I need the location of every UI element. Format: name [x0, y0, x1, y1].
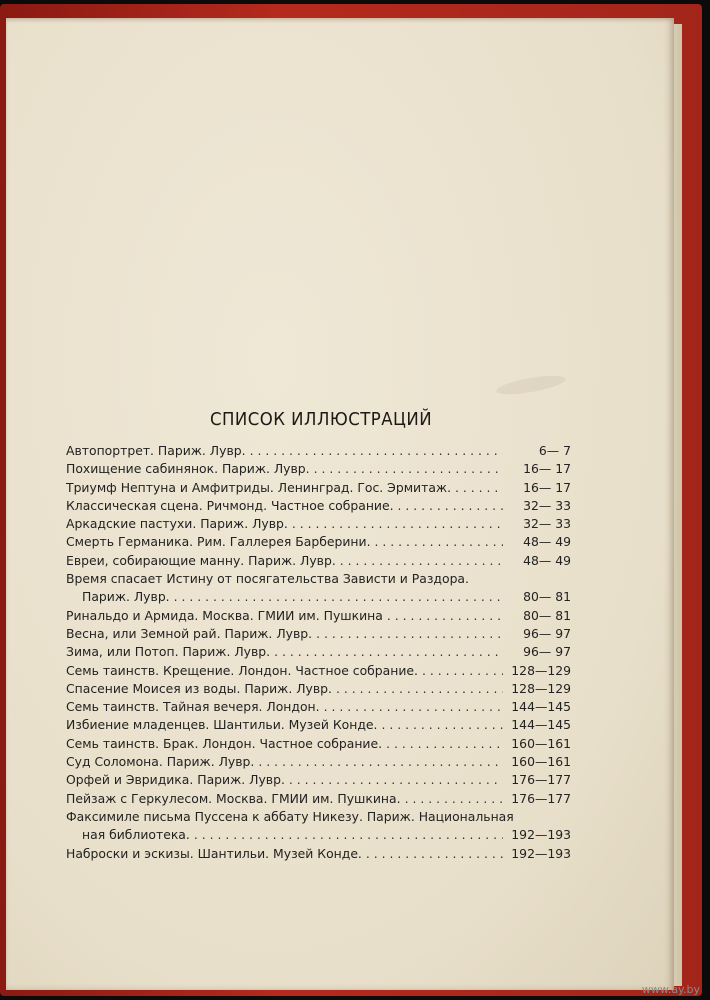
item-title: Факсимиле письма Пуссена к аббату Никезу. Париж. Национальная — [66, 808, 514, 824]
list-item — [66, 625, 571, 643]
item-pages: 176—177 — [511, 790, 571, 806]
item-title: Похищение сабинянок. Париж. Лувр. — [66, 461, 310, 477]
list-item-line — [66, 716, 571, 734]
list-item-line — [66, 552, 571, 570]
list-item — [66, 479, 571, 497]
list-item-line — [66, 662, 571, 680]
item-title: Ринальдо и Армида. Москва. ГМИИ им. Пушкина — [66, 607, 383, 623]
list-item-line — [66, 845, 571, 863]
book-page — [6, 18, 674, 990]
leader-dots — [451, 479, 503, 497]
leader-dots — [401, 790, 503, 808]
list-item — [66, 790, 571, 808]
item-pages: 176—177 — [511, 772, 571, 788]
leader-dots — [285, 771, 503, 789]
item-title: Смерть Германика. Рим. Галлерея Барберини. — [66, 534, 371, 550]
item-title: Время спасает Истину от посягательства Зависти и Раздора. — [66, 571, 469, 587]
leader-dots — [383, 607, 503, 625]
list-item — [66, 808, 571, 845]
list-item — [66, 533, 571, 551]
item-title: Суд Соломона. Париж. Лувр. — [66, 754, 255, 770]
item-pages: 128—129 — [511, 680, 571, 696]
list-item-line — [66, 570, 571, 588]
item-pages: 160—161 — [511, 754, 571, 770]
item-title: Весна, или Земной рай. Париж. Лувр. — [66, 625, 313, 641]
list-item-line — [66, 442, 571, 460]
leader-dots — [270, 643, 503, 661]
list-item-line — [66, 497, 571, 515]
item-pages: 48— 49 — [523, 552, 571, 568]
item-title: ная библиотека. — [82, 827, 190, 843]
item-title: Париж. Лувр. — [82, 589, 170, 605]
list-item — [66, 497, 571, 515]
list-item-line — [66, 515, 571, 533]
list-item-line — [66, 625, 571, 643]
leader-dots — [312, 625, 503, 643]
item-pages: 160—161 — [511, 735, 571, 751]
leader-dots — [190, 826, 503, 844]
item-pages: 48— 49 — [523, 534, 571, 550]
leader-dots — [394, 497, 503, 515]
item-pages: 6— 7 — [538, 443, 571, 458]
item-title: Избиение младенцев. Шантильи. Музей Конде. — [66, 717, 378, 733]
list-item — [66, 607, 571, 625]
page-title: СПИСОК ИЛЛЮСТРАЦИЙ — [209, 409, 433, 430]
item-title: Семь таинств. Брак. Лондон. Частное собрание. — [66, 735, 383, 751]
item-title: Классическая сцена. Ричмонд. Частное собрание. — [66, 497, 394, 513]
item-pages: 192—193 — [511, 845, 571, 861]
list-item — [66, 442, 571, 460]
item-pages: 96— 97 — [523, 644, 571, 660]
item-pages: 32— 33 — [523, 516, 571, 532]
leader-dots — [320, 698, 503, 716]
item-title: Аркадские пастухи. Париж. Лувр. — [66, 516, 288, 532]
item-pages: 144—145 — [511, 717, 571, 733]
list-item-line — [66, 643, 571, 661]
list-item — [66, 515, 571, 533]
item-title: Орфей и Эвридика. Париж. Лувр. — [66, 772, 285, 788]
list-item — [66, 643, 571, 661]
list-item-line — [66, 479, 571, 497]
list-item-line — [66, 790, 571, 808]
item-title: Семь таинств. Тайная вечеря. Лондон. — [66, 699, 320, 715]
list-item-line — [66, 533, 571, 551]
list-item — [66, 570, 571, 607]
list-item-line — [66, 460, 571, 478]
leader-dots — [336, 552, 503, 570]
item-title: Евреи, собирающие манну. Париж. Лувр. — [66, 552, 336, 568]
paper-stain — [495, 372, 566, 398]
leader-dots — [246, 442, 503, 460]
leader-dots — [288, 515, 503, 533]
item-title: Триумф Нептуна и Амфитриды. Ленинград. Гос. Эрмитаж. — [66, 479, 452, 495]
illustrations-list — [66, 442, 571, 863]
item-title: Пейзаж с Геркулесом. Москва. ГМИИ им. Пушкина. — [66, 790, 401, 806]
leader-dots — [418, 662, 503, 680]
item-pages: 80— 81 — [523, 607, 571, 623]
list-item — [66, 845, 571, 863]
item-pages: 80— 81 — [523, 589, 571, 605]
list-item-line — [66, 735, 571, 753]
list-item-line — [66, 753, 571, 771]
item-title: Семь таинств. Крещение. Лондон. Частное собрание. — [66, 662, 418, 678]
item-pages: 16— 17 — [523, 461, 571, 477]
list-item-line — [66, 680, 571, 698]
list-item — [66, 771, 571, 789]
item-title: Автопортрет. Париж. Лувр. — [66, 443, 246, 458]
list-item-line — [66, 588, 571, 606]
leader-dots — [382, 735, 503, 753]
item-pages: 96— 97 — [523, 625, 571, 641]
list-item — [66, 698, 571, 716]
item-pages: 32— 33 — [523, 497, 571, 513]
item-pages: 16— 17 — [523, 479, 571, 495]
leader-dots — [254, 753, 503, 771]
item-pages: 192—193 — [511, 827, 571, 843]
leader-dots — [371, 533, 503, 551]
item-title: Спасение Моисея из воды. Париж. Лувр. — [66, 680, 332, 696]
leader-dots — [310, 460, 503, 478]
leader-dots — [362, 845, 503, 863]
item-pages: 144—145 — [511, 699, 571, 715]
list-item-line — [66, 826, 571, 844]
item-title: Зима, или Потоп. Париж. Лувр. — [66, 644, 271, 660]
list-item — [66, 753, 571, 771]
list-item — [66, 716, 571, 734]
list-item-line — [66, 771, 571, 789]
list-item — [66, 680, 571, 698]
leader-dots — [377, 716, 503, 734]
list-item-line — [66, 607, 571, 625]
list-item — [66, 552, 571, 570]
watermark: www.ay.by — [641, 983, 700, 996]
list-item-line — [66, 698, 571, 716]
item-title: Наброски и эскизы. Шантильи. Музей Конде. — [66, 845, 362, 861]
list-item-line — [66, 808, 571, 826]
list-item — [66, 735, 571, 753]
list-item — [66, 662, 571, 680]
item-pages: 128—129 — [511, 662, 571, 678]
list-item — [66, 460, 571, 478]
leader-dots — [332, 680, 503, 698]
leader-dots — [170, 588, 503, 606]
